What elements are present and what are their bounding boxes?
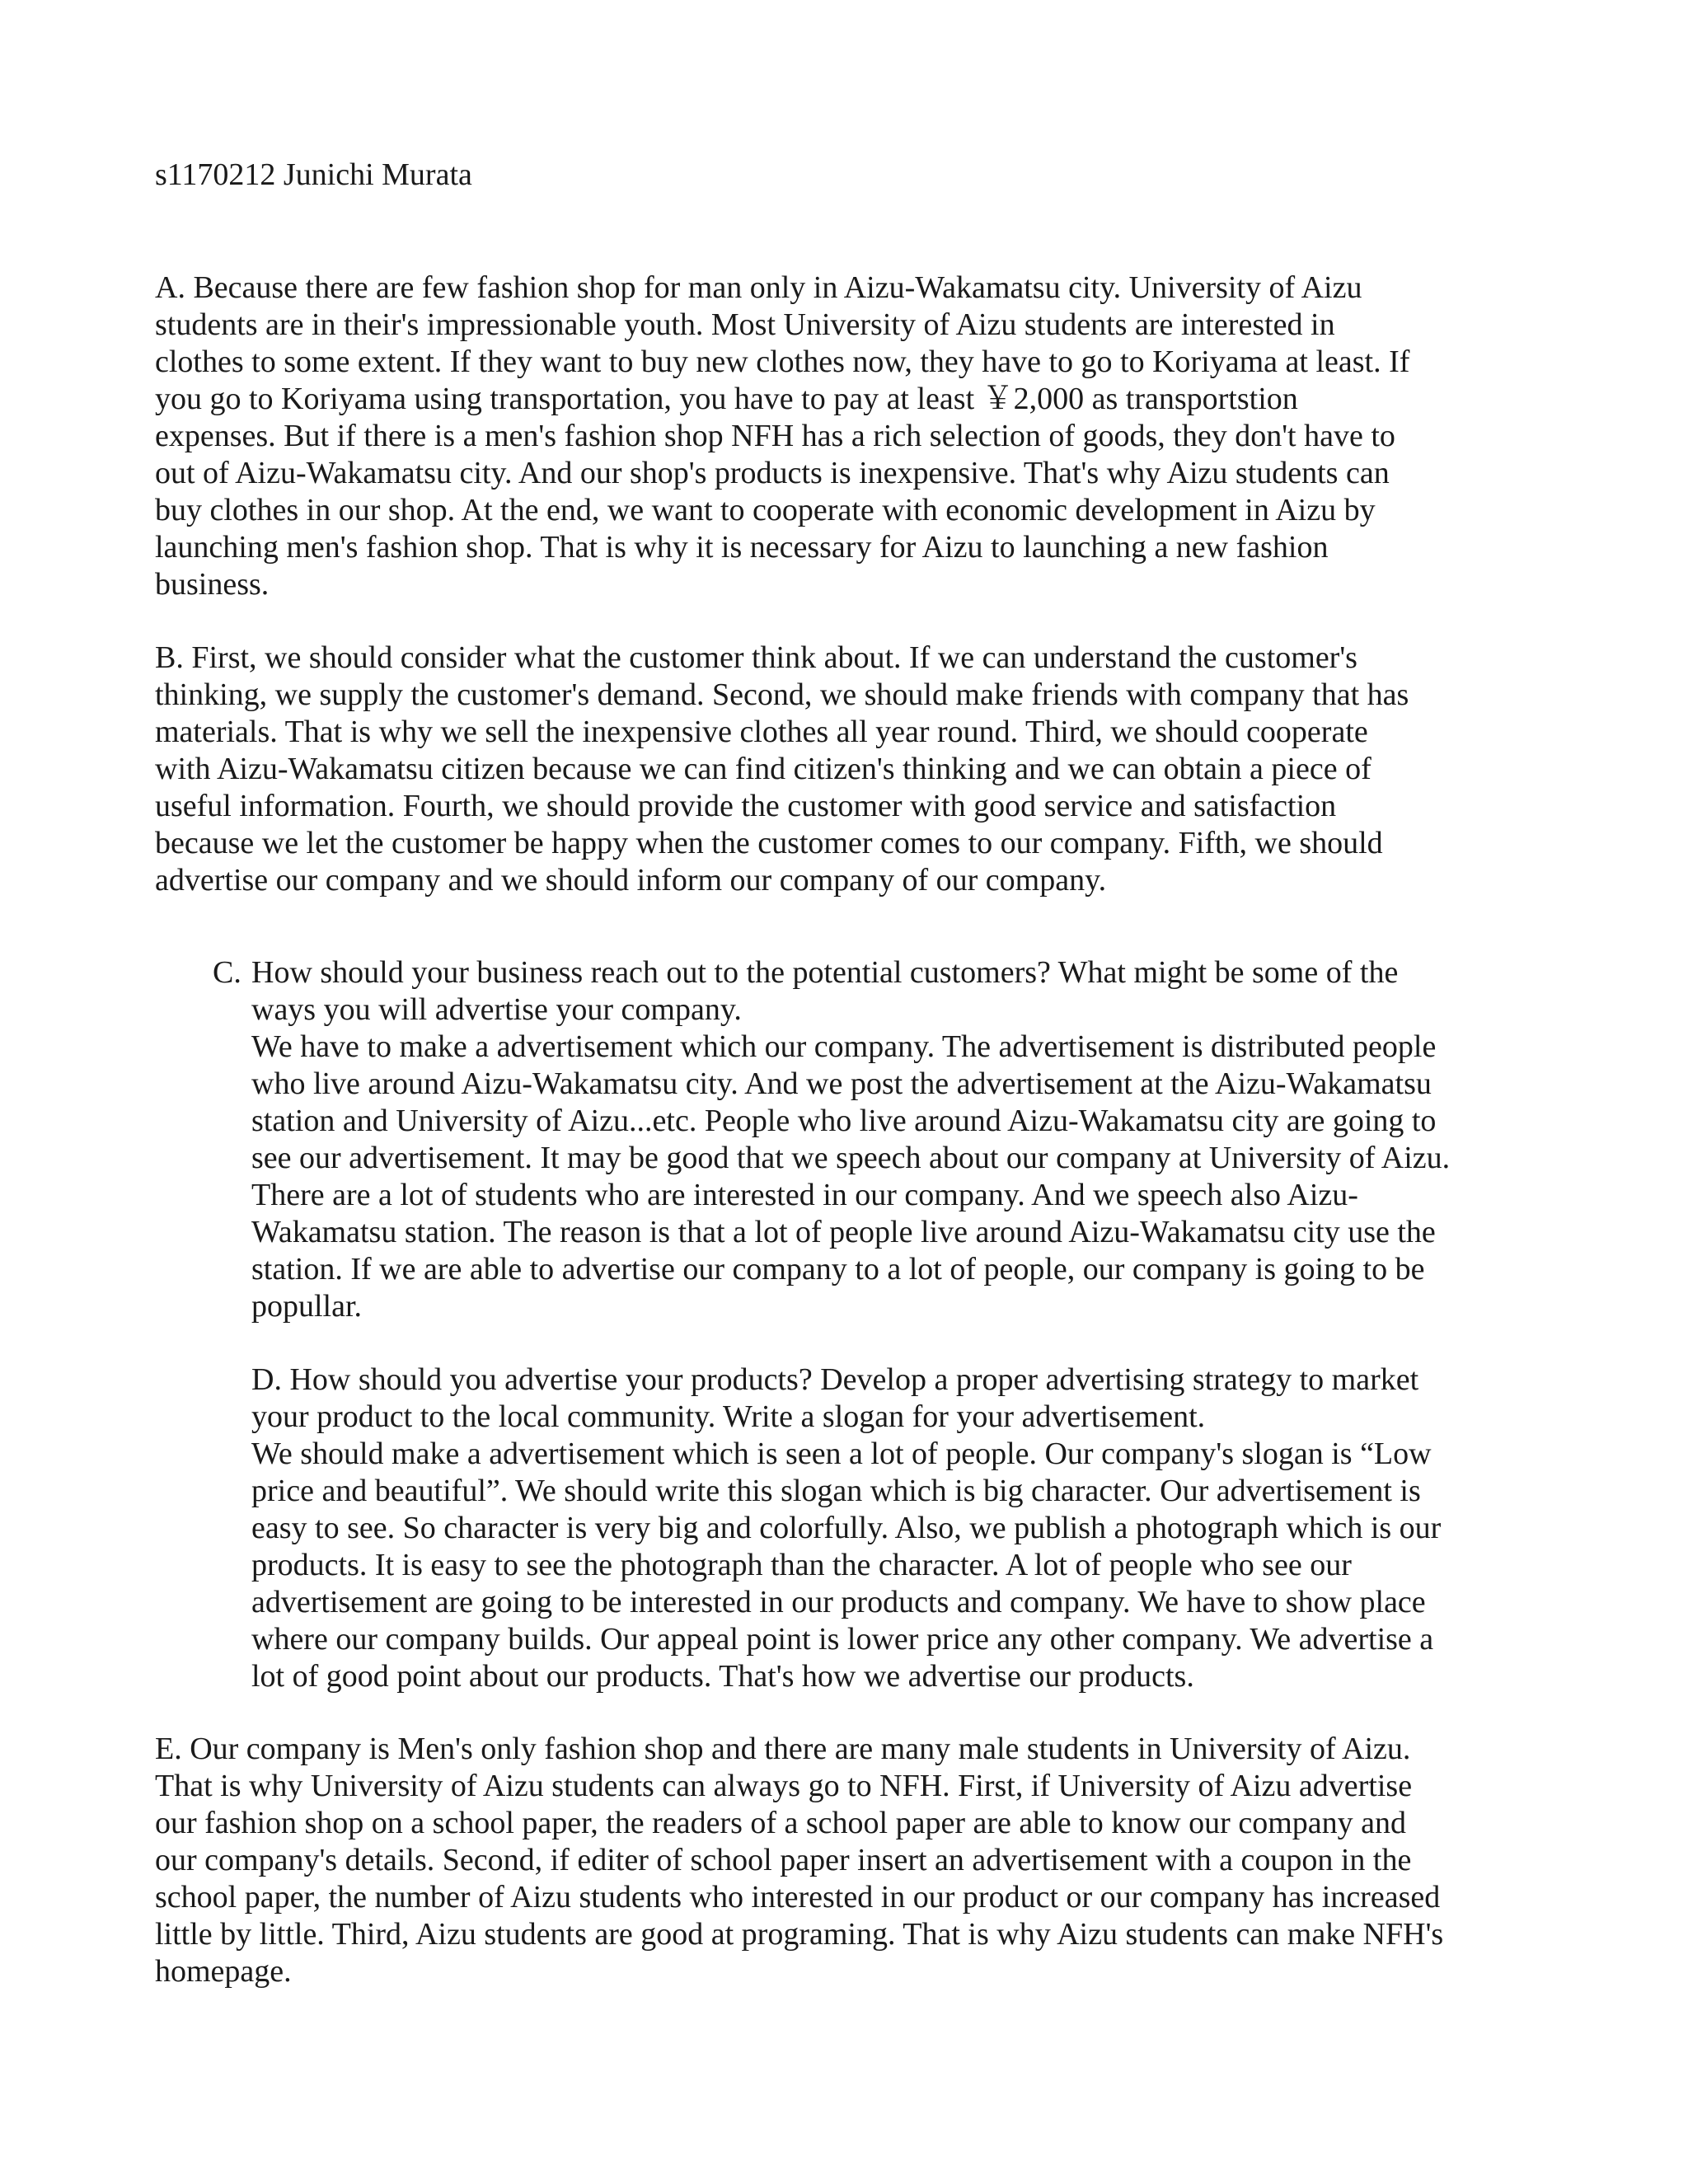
paragraph-line: That is why University of Aizu students can always go to NFH. First, if University of Aizu advertise bbox=[155, 1769, 1413, 1803]
list-marker: C. bbox=[213, 955, 241, 990]
paragraph-line: school paper, the number of Aizu students who interested in our product or our company has increased bbox=[155, 1880, 1441, 1915]
paragraph-line: out of Aizu-Wakamatsu city. And our shop's products is inexpensive. That's why Aizu students can bbox=[155, 456, 1390, 490]
paragraph-line: We have to make a advertisement which our company. The advertisement is distributed people bbox=[251, 1029, 1437, 1064]
paragraph-line: who live around Aizu-Wakamatsu city. And we post the advertisement at the Aizu-Wakamatsu bbox=[251, 1066, 1432, 1101]
author-line: s1170212 Junichi Murata bbox=[155, 157, 472, 192]
paragraph-line: buy clothes in our shop. At the end, we want to cooperate with economic development in Aizu by bbox=[155, 493, 1376, 527]
paragraph-line: our fashion shop on a school paper, the readers of a school paper are able to know our company and bbox=[155, 1806, 1406, 1840]
paragraph-line: price and beautiful”. We should write this slogan which is big character. Our advertisement is bbox=[251, 1474, 1421, 1508]
paragraph-line: little by little. Third, Aizu students are good at programing. That is why Aizu students can make NFH's bbox=[155, 1917, 1444, 1952]
paragraph-line: station. If we are able to advertise our company to a lot of people, our company is going to be bbox=[251, 1252, 1425, 1286]
paragraph-line: thinking, we supply the customer's demand. Second, we should make friends with company that has bbox=[155, 677, 1409, 712]
paragraph-line: station and University of Aizu...etc. People who live around Aizu-Wakamatsu city are going to bbox=[251, 1104, 1437, 1138]
paragraph-line: advertisement are going to be interested in our products and company. We have to show place bbox=[251, 1585, 1426, 1619]
paragraph-line: our company's details. Second, if editer of school paper insert an advertisement with a coupon in the bbox=[155, 1843, 1412, 1877]
paragraph-line: advertise our company and we should inform our company of our company. bbox=[155, 863, 1107, 898]
paragraph-line: you go to Koriyama using transportation, you have to pay at least ￥2,000 as transportstion bbox=[155, 382, 1298, 416]
paragraph-line: E. Our company is Men's only fashion shop and there are many male students in University of Aizu. bbox=[155, 1732, 1411, 1766]
paragraph-line: useful information. Fourth, we should provide the customer with good service and satisfaction bbox=[155, 789, 1337, 823]
paragraph-line: Wakamatsu station. The reason is that a lot of people live around Aizu-Wakamatsu city use the bbox=[251, 1215, 1436, 1249]
paragraph-line: products. It is easy to see the photograph than the character. A lot of people who see our bbox=[251, 1548, 1352, 1582]
paragraph-line: your product to the local community. Write a slogan for your advertisement. bbox=[251, 1399, 1206, 1434]
paragraph-line: with Aizu-Wakamatsu citizen because we can find citizen's thinking and we can obtain a piece of bbox=[155, 752, 1372, 786]
paragraph-line: business. bbox=[155, 567, 270, 602]
paragraph-line: because we let the customer be happy when the customer comes to our company. Fifth, we should bbox=[155, 826, 1383, 860]
paragraph-line: ways you will advertise your company. bbox=[251, 992, 742, 1027]
paragraph-line: students are in their's impressionable youth. Most University of Aizu students are interested in bbox=[155, 307, 1335, 342]
paragraph-line: where our company builds. Our appeal point is lower price any other company. We advertise a bbox=[251, 1622, 1434, 1657]
paragraph-line: B. First, we should consider what the customer think about. If we can understand the customer's bbox=[155, 640, 1357, 675]
paragraph-line: lot of good point about our products. That's how we advertise our products. bbox=[251, 1659, 1194, 1694]
paragraph-line: materials. That is why we sell the inexpensive clothes all year round. Third, we should cooperate bbox=[155, 715, 1368, 749]
paragraph-line: clothes to some extent. If they want to buy new clothes now, they have to go to Koriyama at least. If bbox=[155, 344, 1410, 379]
paragraph-line: A. Because there are few fashion shop for man only in Aizu-Wakamatsu city. University of Aizu bbox=[155, 270, 1362, 305]
paragraph-line: easy to see. So character is very big and colorfully. Also, we publish a photograph which is our bbox=[251, 1511, 1442, 1545]
paragraph-line: homepage. bbox=[155, 1954, 292, 1989]
paragraph-line: see our advertisement. It may be good that we speech about our company at University of Aizu. bbox=[251, 1141, 1451, 1175]
paragraph-line: popullar. bbox=[251, 1289, 363, 1324]
paragraph-line: There are a lot of students who are interested in our company. And we speech also Aizu- bbox=[251, 1178, 1358, 1212]
paragraph-line: We should make a advertisement which is seen a lot of people. Our company's slogan is “Low bbox=[251, 1436, 1432, 1471]
paragraph-line: D. How should you advertise your products? Develop a proper advertising strategy to market bbox=[251, 1362, 1419, 1397]
paragraph-line: expenses. But if there is a men's fashion shop NFH has a rich selection of goods, they don't have to bbox=[155, 419, 1395, 453]
paragraph-line: launching men's fashion shop. That is why it is necessary for Aizu to launching a new fashion bbox=[155, 530, 1329, 565]
paragraph-line: How should your business reach out to the potential customers? What might be some of the bbox=[251, 955, 1399, 990]
